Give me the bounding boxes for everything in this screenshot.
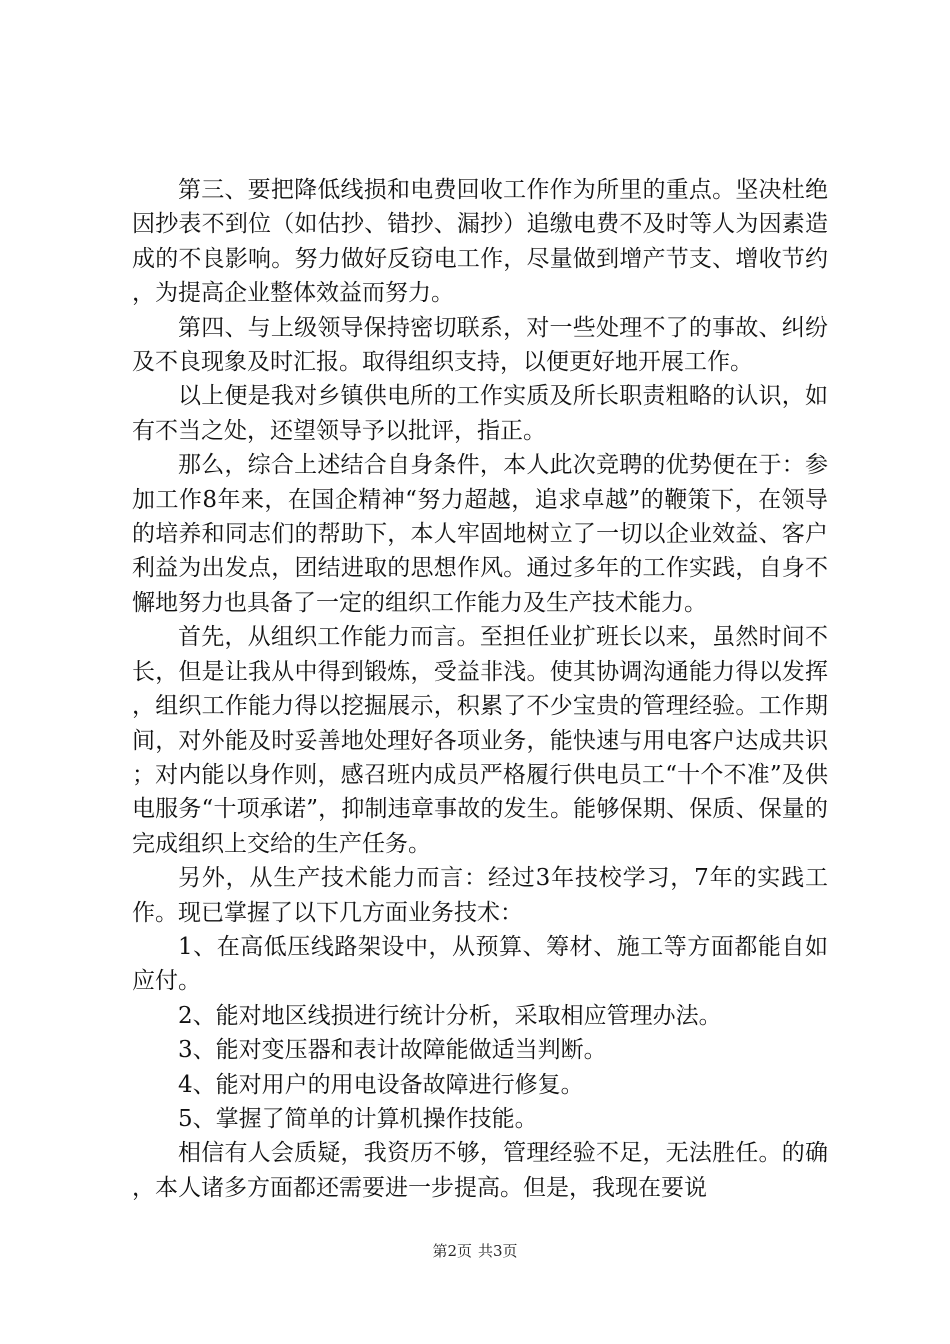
list-item: 4、能对用户的用电设备故障进行修复。	[178, 1071, 584, 1098]
paragraph: 相信有人会质疑，我资历不够，管理经验不足，无法胜任。的确，本人诸多方面都还需要进一步提高。但是，我现在要说	[132, 1140, 828, 1201]
paragraph: 另外，从生产技术能力而言：经过3年技校学习，7年的实践工作。现已掌握了以下几方面业务技术：	[132, 865, 828, 926]
list-item: 2、能对地区线损进行统计分析，采取相应管理办法。	[178, 1002, 722, 1029]
paragraph: 首先，从组织工作能力而言。至担任业扩班长以来，虽然时间不长，但是让我从中得到锻炼，受益非浅。使其协调沟通能力得以发挥，组织工作能力得以挖掘展示，积累了不少宝贵的管理经验。工作期间，对外能及时妥善地处理好各项业务，能快速与用电客户达成共识；对内能以身作则，感召班内成员严格履行供电员工“十个不准”及供电服务“十项承诺”，抑制违章事故的发生。能够保期、保质、保量的完成组织上交给的生产任务。	[132, 624, 828, 857]
paragraph: 那么，综合上述结合自身条件，本人此次竞聘的优势便在于：参加工作8年来，在国企精神“努力超越，追求卓越”的鞭策下，在领导的培养和同志们的帮助下，本人牢固地树立了一切以企业效益、客户利益为出发点，团结进取的思想作风。通过多年的工作实践，自身不懈地努力也具备了一定的组织工作能力及生产技术能力。	[132, 452, 828, 616]
list-item: 3、能对变压器和表计故障能做适当判断。	[178, 1037, 607, 1064]
page-footer	[0, 1240, 950, 1261]
paragraph: 第四、与上级领导保持密切联系，对一些处理不了的事故、纠纷及不良现象及时汇报。取得组织支持，以便更好地开展工作。	[132, 314, 828, 376]
page-total: 共3页	[478, 1242, 518, 1260]
paragraph: 以上便是我对乡镇供电所的工作实质及所长职责粗略的认识，如有不当之处，还望领导予以批评，指正。	[132, 383, 828, 444]
page-number: 第2页	[432, 1242, 472, 1260]
list-item: 5、掌握了简单的计算机操作技能。	[178, 1105, 538, 1132]
list-item: 1、在高低压线路架设中，从预算、筹材、施工等方面都能自如应付。	[132, 933, 828, 995]
paragraph: 第三、要把降低线损和电费回收工作作为所里的重点。坚决杜绝因抄表不到位（如估抄、错抄、漏抄）追缴电费不及时等人为因素造成的不良影响。努力做好反窃电工作，尽量做到增产节支、增收节约，为提高企业整体效益而努力。	[132, 177, 828, 307]
document-body	[132, 173, 828, 1205]
